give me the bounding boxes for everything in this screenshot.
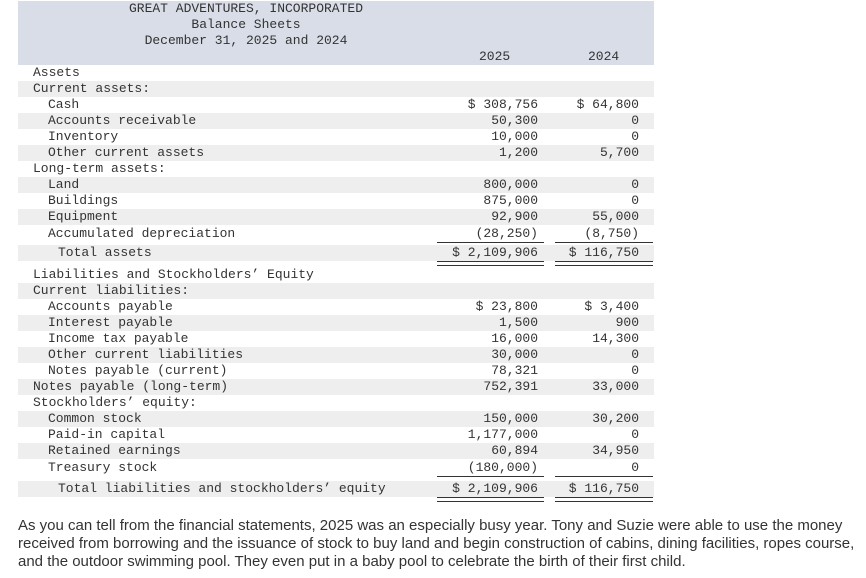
table-row xyxy=(18,81,654,97)
column-header-2025: 2025 xyxy=(479,49,511,64)
table-row xyxy=(18,97,654,113)
total-double-rule xyxy=(437,497,544,502)
table-row xyxy=(18,177,654,193)
row-label: Accounts payable xyxy=(48,299,173,314)
table-row xyxy=(18,145,654,161)
explanatory-paragraph: As you can tell from the financial statements, 2025 was an especially busy year. Tony and Suzie were able to use the money received from borrowing and the issuance of stock to buy land and begin construction of cabins, dining facilities, ropes course, and the outdoor swimming pool. They even put in a baby pool to celebrate the birth of their first child. xyxy=(18,517,855,570)
table-row xyxy=(18,209,654,225)
row-label: Other current assets xyxy=(48,145,205,160)
table-row xyxy=(18,226,654,242)
value-2025: 1,200 xyxy=(498,145,538,160)
row-label: Other current liabilities xyxy=(48,347,244,362)
total-double-rule xyxy=(555,497,653,502)
value-2024: $ 3,400 xyxy=(584,299,639,314)
value-2025: 875,000 xyxy=(483,193,538,208)
value-2024: $ 116,750 xyxy=(568,481,639,496)
row-label: Current liabilities: xyxy=(33,283,190,298)
value-2024: 0 xyxy=(631,363,639,378)
subtotal-rule xyxy=(437,476,544,477)
row-label: Notes payable (current) xyxy=(48,363,228,378)
table-row xyxy=(18,267,654,283)
table-row xyxy=(18,460,654,476)
value-2025: $ 23,800 xyxy=(475,299,538,314)
table-row xyxy=(18,315,654,331)
statement-title: Balance Sheets xyxy=(191,17,301,32)
value-2024: 55,000 xyxy=(592,209,639,224)
row-label: Inventory xyxy=(48,129,119,144)
value-2024: 14,300 xyxy=(592,331,639,346)
row-label: Interest payable xyxy=(48,315,173,330)
table-row xyxy=(18,331,654,347)
row-label: Total assets xyxy=(58,245,152,260)
value-2025: 92,900 xyxy=(491,209,538,224)
row-label: Buildings xyxy=(48,193,119,208)
value-2025: $ 2,109,906 xyxy=(452,481,538,496)
value-2024: (8,750) xyxy=(584,226,639,241)
row-label: Stockholders’ equity: xyxy=(33,395,197,410)
value-2025: (180,000) xyxy=(467,460,538,475)
value-2024: 5,700 xyxy=(599,145,639,160)
row-label: Accounts receivable xyxy=(48,113,197,128)
value-2025: 60,894 xyxy=(491,443,538,458)
row-label: Retained earnings xyxy=(48,443,181,458)
value-2024: 0 xyxy=(631,177,639,192)
table-row xyxy=(18,299,654,315)
row-label: Accumulated depreciation xyxy=(48,226,236,241)
statement-date: December 31, 2025 and 2024 xyxy=(144,33,348,48)
value-2024: 0 xyxy=(631,347,639,362)
value-2025: $ 2,109,906 xyxy=(452,245,538,260)
value-2024: $ 116,750 xyxy=(568,245,639,260)
value-2024: 0 xyxy=(631,129,639,144)
value-2024: 30,200 xyxy=(592,411,639,426)
row-label: Cash xyxy=(48,97,80,112)
row-label: Paid-in capital xyxy=(48,427,166,442)
table-row xyxy=(18,129,654,145)
value-2025: 16,000 xyxy=(491,331,538,346)
value-2025: 10,000 xyxy=(491,129,538,144)
value-2025: 752,391 xyxy=(483,379,538,394)
value-2024: 0 xyxy=(631,460,639,475)
table-row xyxy=(18,427,654,443)
value-2024: $ 64,800 xyxy=(576,97,639,112)
company-name: GREAT ADVENTURES, INCORPORATED xyxy=(128,1,364,16)
row-label: Land xyxy=(48,177,80,192)
value-2024: 900 xyxy=(615,315,639,330)
table-row xyxy=(18,161,654,177)
table-row xyxy=(18,65,654,81)
row-label: Treasury stock xyxy=(48,460,158,475)
value-2025: (28,250) xyxy=(475,226,538,241)
subtotal-rule xyxy=(555,242,653,243)
value-2025: 150,000 xyxy=(483,411,538,426)
table-row xyxy=(18,443,654,459)
value-2025: 30,000 xyxy=(491,347,538,362)
statement-header xyxy=(18,1,654,65)
row-label: Common stock xyxy=(48,411,142,426)
row-label: Notes payable (long-term) xyxy=(33,379,229,394)
row-label: Current assets: xyxy=(33,81,151,96)
total-double-rule xyxy=(437,261,544,266)
table-row xyxy=(18,193,654,209)
total-row xyxy=(18,481,654,497)
table-row xyxy=(18,363,654,379)
value-2024: 0 xyxy=(631,193,639,208)
row-label: Total liabilities and stockholders’ equity xyxy=(58,481,386,496)
value-2025: $ 308,756 xyxy=(467,97,538,112)
row-label: Liabilities and Stockholders’ Equity xyxy=(33,267,314,282)
value-2025: 78,321 xyxy=(491,363,538,378)
table-row xyxy=(18,283,654,299)
table-row xyxy=(18,113,654,129)
subtotal-rule xyxy=(437,242,544,243)
row-label: Assets xyxy=(33,65,80,80)
total-double-rule xyxy=(555,261,653,266)
table-row xyxy=(18,395,654,411)
table-row xyxy=(18,379,654,395)
value-2025: 50,300 xyxy=(491,113,538,128)
row-label: Equipment xyxy=(48,209,119,224)
total-row xyxy=(18,245,654,261)
value-2024: 0 xyxy=(631,113,639,128)
value-2024: 33,000 xyxy=(592,379,639,394)
table-row xyxy=(18,347,654,363)
row-label: Long-term assets: xyxy=(33,161,166,176)
subtotal-rule xyxy=(555,476,653,477)
value-2024: 0 xyxy=(631,427,639,442)
value-2025: 1,500 xyxy=(498,315,538,330)
column-header-2024: 2024 xyxy=(588,49,620,64)
value-2024: 34,950 xyxy=(592,443,639,458)
table-row xyxy=(18,411,654,427)
value-2025: 1,177,000 xyxy=(467,427,538,442)
value-2025: 800,000 xyxy=(483,177,538,192)
row-label: Income tax payable xyxy=(48,331,189,346)
